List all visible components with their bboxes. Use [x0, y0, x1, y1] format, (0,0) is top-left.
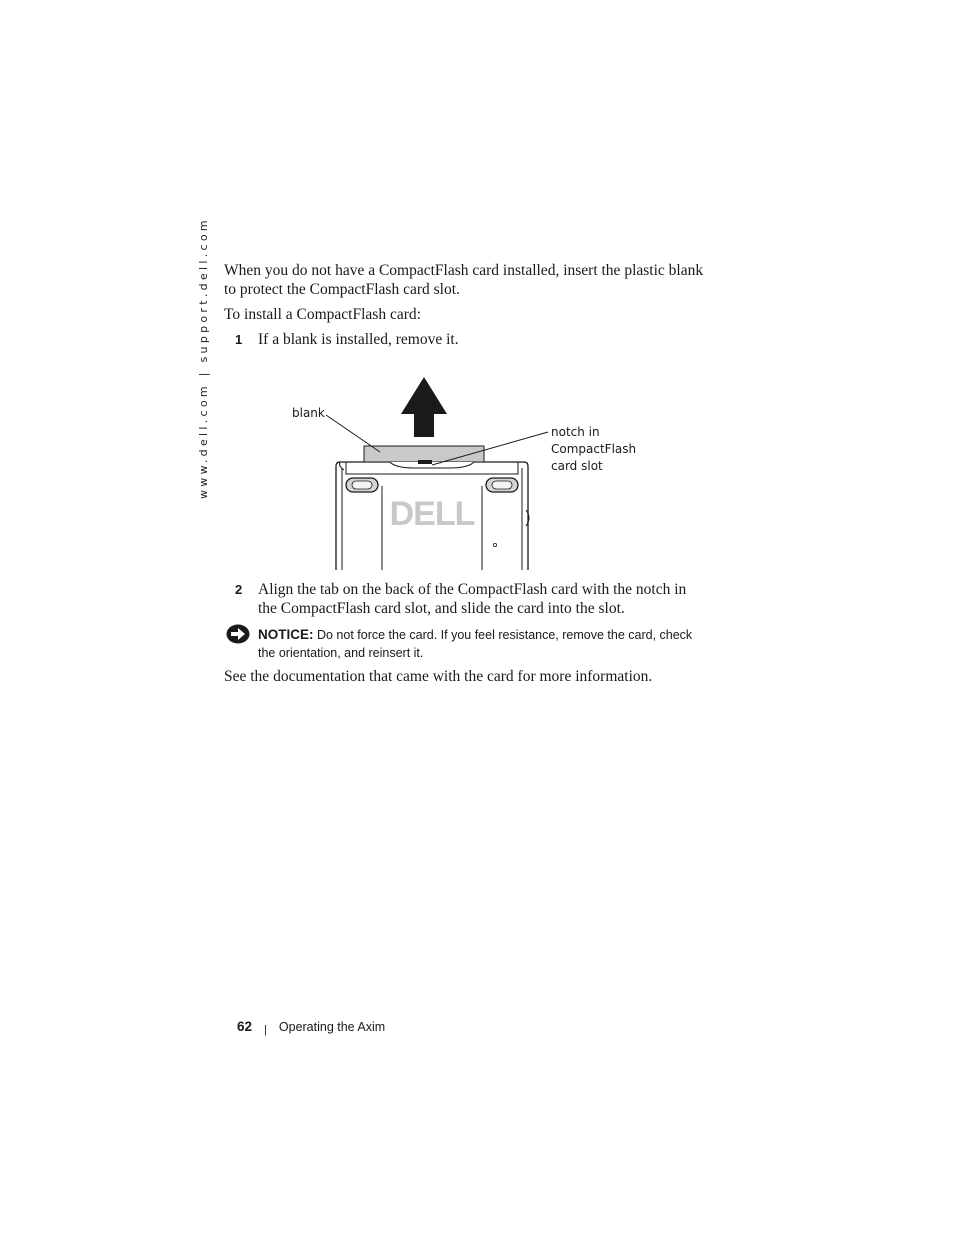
- notice-text: Do not force the card. If you feel resistance, remove the card, check the orientation, and reinsert it.: [258, 628, 693, 660]
- up-arrow-icon: [401, 377, 447, 437]
- intro-paragraph: When you do not have a CompactFlash card installed, insert the plastic blank to protect the CompactFlash card slot.: [224, 262, 704, 298]
- blank-label: blank: [292, 406, 325, 420]
- blank-card: [364, 446, 484, 468]
- step-2-text: Align the tab on the back of the CompactFlash card with the notch in the CompactFlash card slot, and slide the card into the slot.: [258, 581, 687, 617]
- lead-paragraph: To install a CompactFlash card:: [224, 306, 421, 323]
- step-1-text: If a blank is installed, remove it.: [258, 331, 459, 348]
- step-1-number: 1: [235, 332, 243, 347]
- notch-label-line3: card slot: [551, 459, 603, 473]
- page-footer: [237, 1019, 385, 1034]
- notice-arrow-icon: [226, 624, 250, 644]
- notch-label-line2: CompactFlash: [551, 442, 637, 456]
- blank-callout-line: [326, 415, 380, 452]
- notch-label-line1: notch in: [551, 425, 600, 439]
- compactflash-figure: [280, 370, 660, 572]
- notice-label: NOTICE:: [258, 627, 314, 642]
- step-2-number: 2: [235, 582, 243, 597]
- sidebar-url: www.dell.com | support.dell.com: [197, 217, 210, 499]
- notice-block: [258, 626, 708, 662]
- footer-separator: |: [264, 1024, 267, 1036]
- dell-logo: DELL: [389, 495, 475, 533]
- chapter-title: Operating the Axim: [278, 1020, 386, 1034]
- closing-paragraph: See the documentation that came with the card for more information.: [224, 668, 653, 685]
- page-number: 62: [237, 1019, 253, 1034]
